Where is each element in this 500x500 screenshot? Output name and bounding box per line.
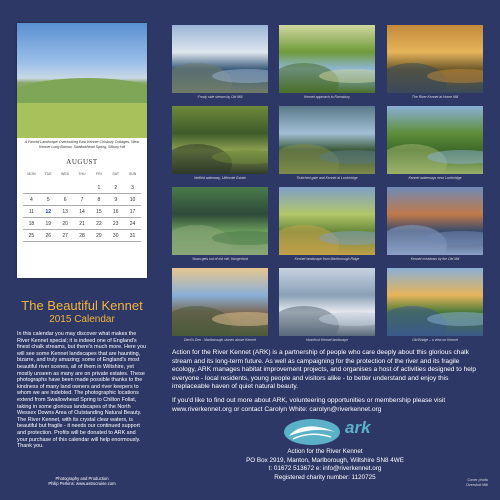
- landscape-photo: [172, 187, 268, 255]
- calendar-day: 23: [107, 218, 124, 230]
- calendar-day: 19: [40, 218, 57, 230]
- photo-caption: Kennet landscape from Marlborough Ridge: [294, 257, 360, 261]
- address-contact: t: 01672 513672 e: info@riverkennet.org: [268, 465, 382, 473]
- calendar-day: [23, 182, 40, 194]
- calendar-grid: [23, 170, 141, 242]
- cover-credit-line-2: Overshot Mill: [465, 482, 488, 487]
- landscape-photo: [279, 25, 375, 93]
- calendar-day: [57, 182, 74, 194]
- landscape-photo: [172, 268, 268, 336]
- calendar-title: The Beautiful Kennet: [21, 298, 143, 313]
- landscape-photo: [279, 268, 375, 336]
- photo-caption: Frosty side stream by Old Mill: [197, 95, 243, 99]
- photo-caption: Old Bridge – a view on Kennet: [412, 338, 458, 342]
- calendar-day: 4: [23, 194, 40, 206]
- calendar-day: 21: [74, 218, 91, 230]
- calendar-day: 13: [57, 206, 74, 218]
- address-charity: Registered charity number: 1120725: [274, 473, 376, 481]
- calendar-day: 5: [40, 194, 57, 206]
- weekday-header: FRI: [96, 172, 102, 176]
- photo-caption: Hoarfrost Kennet landscape: [305, 338, 349, 342]
- calendar-day: 7: [74, 194, 91, 206]
- ark-address: [225, 448, 425, 482]
- calendar-day: 20: [57, 218, 74, 230]
- address-street: PO Box 2919, Manton, Marlborough, Wiltshire SN8 4WE: [246, 456, 404, 464]
- calendar-month: AUGUST: [66, 158, 98, 166]
- calendar-day: 6: [57, 194, 74, 206]
- photo-caption: Swan gets out of old mill, Hungerford: [192, 257, 248, 261]
- sample-landscape-photo: [17, 23, 147, 138]
- calendar-day: 16: [107, 206, 124, 218]
- calendar-day: 15: [90, 206, 107, 218]
- landscape-photo: [387, 25, 483, 93]
- about-paragraph-2: If you'd like to find out more about ARK, volunteering opportunities or membership please visit www.riverkennet.org or contact Carolyn White: carolyn@riverkennet.org: [172, 396, 446, 413]
- calendar-day: 29: [90, 230, 107, 242]
- calendar-day: 12: [40, 206, 57, 218]
- calendar-day: 18: [23, 218, 40, 230]
- calendar-day: 1: [90, 182, 107, 194]
- weekday-header: SUN: [128, 172, 137, 176]
- landscape-photo: [279, 106, 375, 174]
- weekday-header: WED: [61, 172, 70, 176]
- photo-caption: Devil's Den - Marlborough stones above Kennet: [184, 338, 256, 342]
- photo-caption: Thatched gate and Kennet at Lockeridge: [296, 176, 358, 180]
- weekday-header: SAT: [112, 172, 119, 176]
- cover-photo-credit: [418, 478, 488, 488]
- calendar-day: 8: [90, 194, 107, 206]
- intro-text: In this calendar you may discover what makes the River Kennet special; it is indeed one of England's finest chalk streams, but there's much more. Here you will see some Kennet landscapes that are haunting, bizarre, and truly amazing; some of England's most beautiful river scenes, all of them in Wiltshire, yet mostly unseen as many are on private estates. These photographs have been made possible thanks to the kindness of many land owners and river keepers to whom we are indebted. The photographic locations extend from Swallowhead Spring to Chilton Foliat, taking in some glorious landscapes of the North Wessex Downs Area of Outstanding Natural Beauty. The River Kennet, with its crystal clear waters, is beautiful but fragile - it needs our continued support and protection. Profits will be donated to ARK and your purchase of this calendar will help enormously. Thank you.: [17, 331, 146, 450]
- calendar-day: 11: [23, 206, 40, 218]
- calendar-day: 27: [57, 230, 74, 242]
- calendar-day: 28: [74, 230, 91, 242]
- landscape-photo: [387, 268, 483, 336]
- about-ark: [172, 349, 482, 414]
- photo-credit: [17, 476, 147, 486]
- calendar-day: [74, 182, 91, 194]
- calendar-subtitle: 2015 Calendar: [49, 314, 115, 325]
- credit-line-1: Photography and Production: [55, 476, 109, 481]
- landscape-photo: [387, 187, 483, 255]
- calendar-day: 24: [124, 218, 141, 230]
- photo-caption: Kennet meadows by the Old Mill: [410, 257, 460, 261]
- address-org: Action for the River Kennet: [287, 448, 363, 455]
- photo-caption: Nettled waterway, Littlecote Estate: [194, 176, 246, 180]
- calendar-day: 2: [107, 182, 124, 194]
- credit-line-2: Philip Perkins: www.astrocruise.com: [48, 481, 116, 486]
- weekday-header: TUE: [44, 172, 52, 176]
- calendar-day: 31: [124, 230, 141, 242]
- landscape-photo: [279, 187, 375, 255]
- calendar-day: 30: [107, 230, 124, 242]
- photo-field: [17, 103, 147, 138]
- calendar-day: 25: [23, 230, 40, 242]
- calendar-day: 26: [40, 230, 57, 242]
- ark-logo-text: ark: [345, 418, 371, 437]
- calendar-day: 14: [74, 206, 91, 218]
- cover-credit-line-1: Cover photo: [467, 478, 488, 482]
- ark-logo-icon: [283, 418, 341, 446]
- photo-caption: The River Kennet at Home Mill: [411, 95, 459, 99]
- calendar-day: 9: [107, 194, 124, 206]
- sample-photo-caption: A Famed Landscape Overlooking East Kennet Chisbury Cottages, West Kennet Long Barrow, Swallowhead Spring, Silbury Hill: [24, 140, 140, 149]
- landscape-photo: [172, 25, 268, 93]
- calendar-day: 3: [124, 182, 141, 194]
- sample-calendar: [17, 158, 147, 278]
- weekday-header: MON: [27, 172, 36, 176]
- photo-caption: Kennet approach to Ramsbury: [304, 95, 350, 99]
- photo-caption: Kennet waterways near Lockeridge: [408, 176, 462, 180]
- calendar-day: 10: [124, 194, 141, 206]
- about-paragraph-1: Action for the River Kennet (ARK) is a partnership of people who care deeply about this glorious chalk stream and its long-term future. As well as campaigning for the protection of the river and its fragile ecology, ARK manages habitat improvement projects, and organises a host of activities designed to help everyone - local residents, young people and visitors alike - to better understand and enjoy this irreplaceable haven of quiet natural beauty.: [172, 349, 477, 391]
- calendar-day: 22: [90, 218, 107, 230]
- landscape-photo: [387, 106, 483, 174]
- landscape-photo: [172, 106, 268, 174]
- weekday-header: THU: [78, 172, 86, 176]
- calendar-day: 17: [124, 206, 141, 218]
- calendar-day: [40, 182, 57, 194]
